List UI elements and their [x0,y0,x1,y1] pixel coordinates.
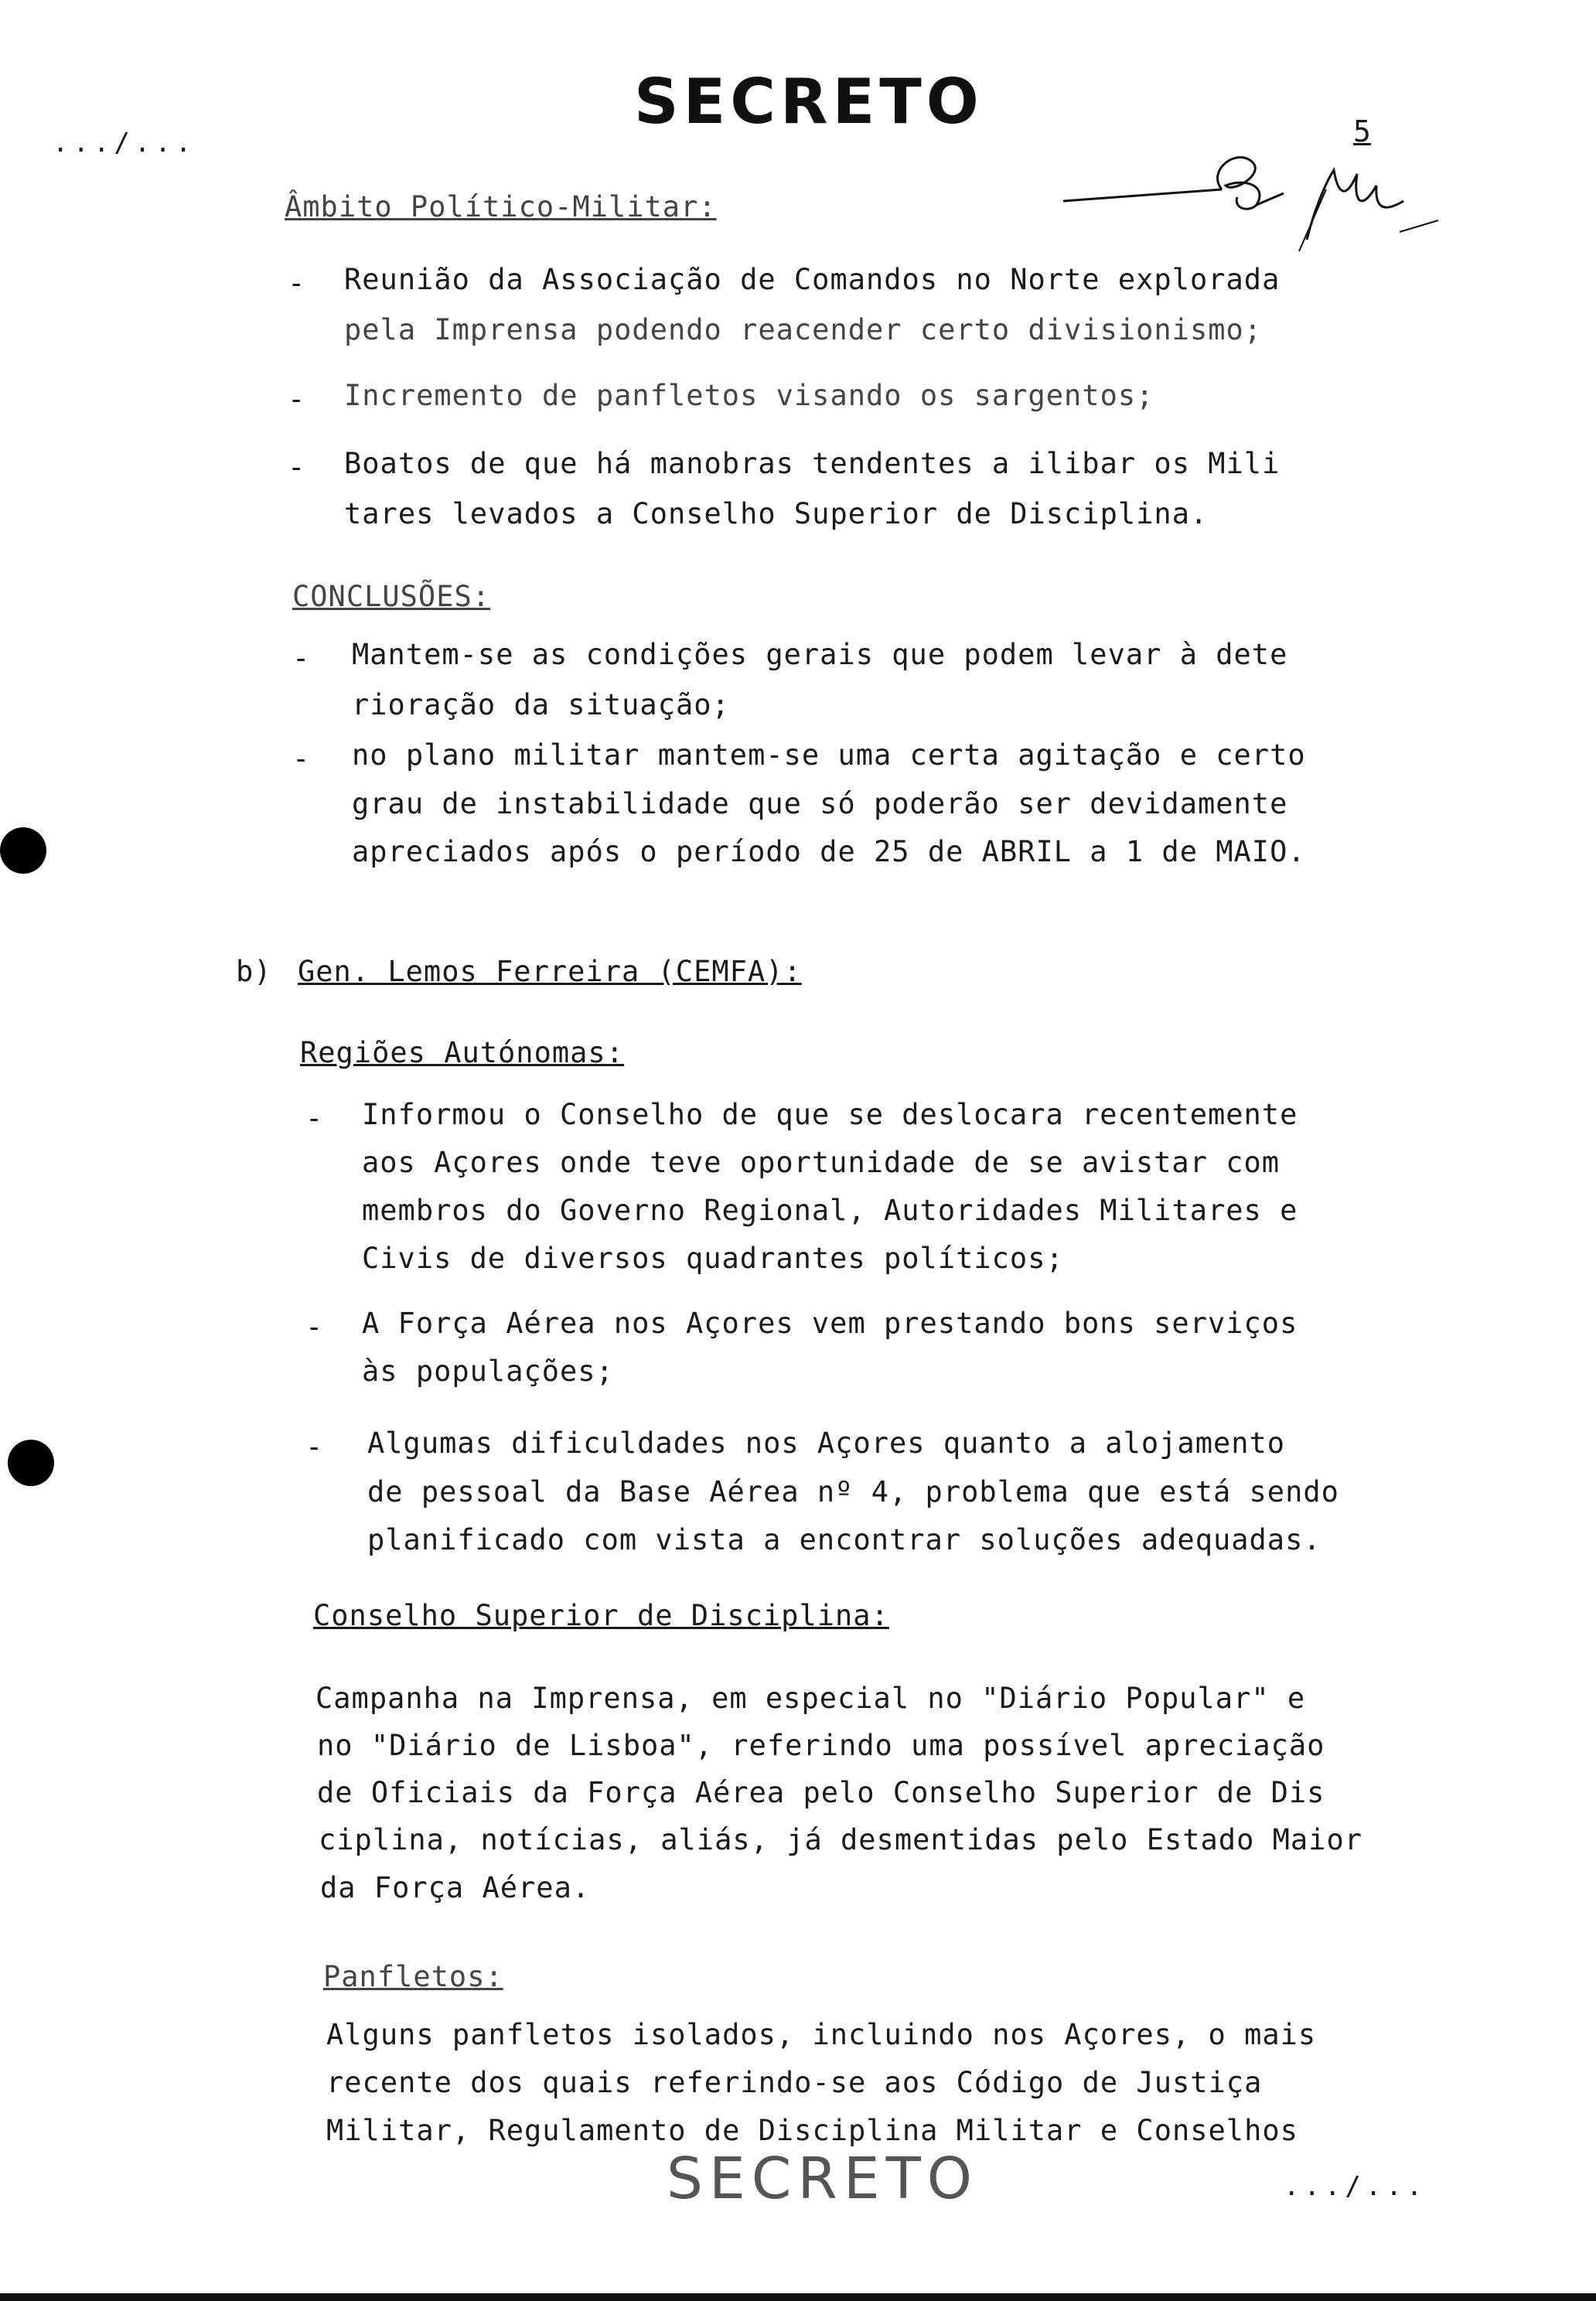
paragraph-line: Incremento de panfletos visando os sargentos; [344,379,1154,412]
continuation-marker-bottom: .../... [1284,2171,1427,2202]
paragraph-line: aos Açores onde teve oportunidade de se avistar com [362,1146,1281,1179]
paragraph-line: pela Imprensa podendo reacender certo divisionismo; [344,313,1263,346]
bullet-dash: - [305,1102,323,1135]
bullet-dash: - [305,1311,323,1344]
paragraph-line: no "Diário de Lisboa", referindo uma possível apreciação [317,1729,1325,1762]
paragraph-line: de pessoal da Base Aérea nº 4, problema que está sendo [367,1475,1339,1508]
paragraph-line: apreciados após o período de 25 de ABRIL a 1 de MAIO. [352,835,1306,868]
paragraph-line: planificado com vista a encontrar soluções adequadas. [367,1523,1321,1556]
bullet-dash: - [288,383,305,416]
paragraph-line: Boatos de que há manobras tendentes a ilibar os Mili [344,447,1281,480]
paragraph-line: ciplina, notícias, aliás, já desmentidas pelo Estado Maior [319,1823,1363,1856]
binder-hole [8,1440,54,1486]
regions-heading: Regiões Autónomas: [300,1036,624,1069]
paragraph-line: membros do Governo Regional, Autoridades Militares e [362,1194,1298,1227]
paragraph-line: recente dos quais referindo-se aos Código de Justiça [326,2066,1263,2099]
classification-stamp-top: SECRETO [634,66,984,138]
section-heading-political-military: Âmbito Político-Militar: [285,190,717,223]
paragraph-line: no plano militar mantem-se uma certa agitação e certo [352,738,1306,772]
paragraph-line: Alguns panfletos isolados, incluindo nos Açores, o mais [326,2018,1317,2051]
bullet-dash: - [288,451,305,484]
binder-hole [0,827,46,874]
discipline-council-heading: Conselho Superior de Disciplina: [313,1599,889,1632]
paragraph-line: Mantem-se as condições gerais que podem levar à dete [352,638,1288,671]
bullet-dash: - [288,267,305,300]
bullet-dash: - [292,742,310,776]
scan-edge [0,2293,1596,2301]
bullet-dash: - [292,642,310,675]
bullet-dash: - [305,1430,323,1464]
paragraph-line: A Força Aérea nos Açores vem prestando bons serviços [362,1307,1298,1340]
classification-stamp-bottom: SECRETO [667,2146,979,2212]
section-b-title: Gen. Lemos Ferreira (CEMFA): [298,955,802,988]
paragraph-line: da Força Aérea. [320,1871,591,1904]
paragraph-line: Algumas dificuldades nos Açores quanto a alojamento [367,1427,1286,1460]
paragraph-line: Campanha na Imprensa, em especial no "Diário Popular" e [315,1682,1306,1715]
section-b-label: b) [236,955,272,988]
paragraph-line: Reunião da Associação de Comandos no Norte explorada [344,263,1281,296]
paragraph-line: rioração da situação; [352,688,730,721]
paragraph-line: grau de instabilidade que só poderão ser devidamente [352,787,1288,820]
conclusions-heading: CONCLUSÕES: [292,580,491,613]
paragraph-line: Civis de diversos quadrantes políticos; [362,1242,1064,1275]
continuation-marker-top: .../... [53,128,196,159]
paragraph-line: às populações; [362,1355,614,1388]
paragraph-line: Informou o Conselho de que se deslocara recentemente [362,1098,1298,1131]
handwritten-signature [1059,116,1446,255]
paragraph-line: Militar, Regulamento de Disciplina Militar e Conselhos [326,2114,1298,2147]
page-number: 5 [1353,114,1371,148]
paragraph-line: tares levados a Conselho Superior de Disciplina. [344,497,1209,530]
pamphlets-heading: Panfletos: [323,1960,503,1993]
paragraph-line: de Oficiais da Força Aérea pelo Conselho Superior de Dis [317,1776,1325,1809]
